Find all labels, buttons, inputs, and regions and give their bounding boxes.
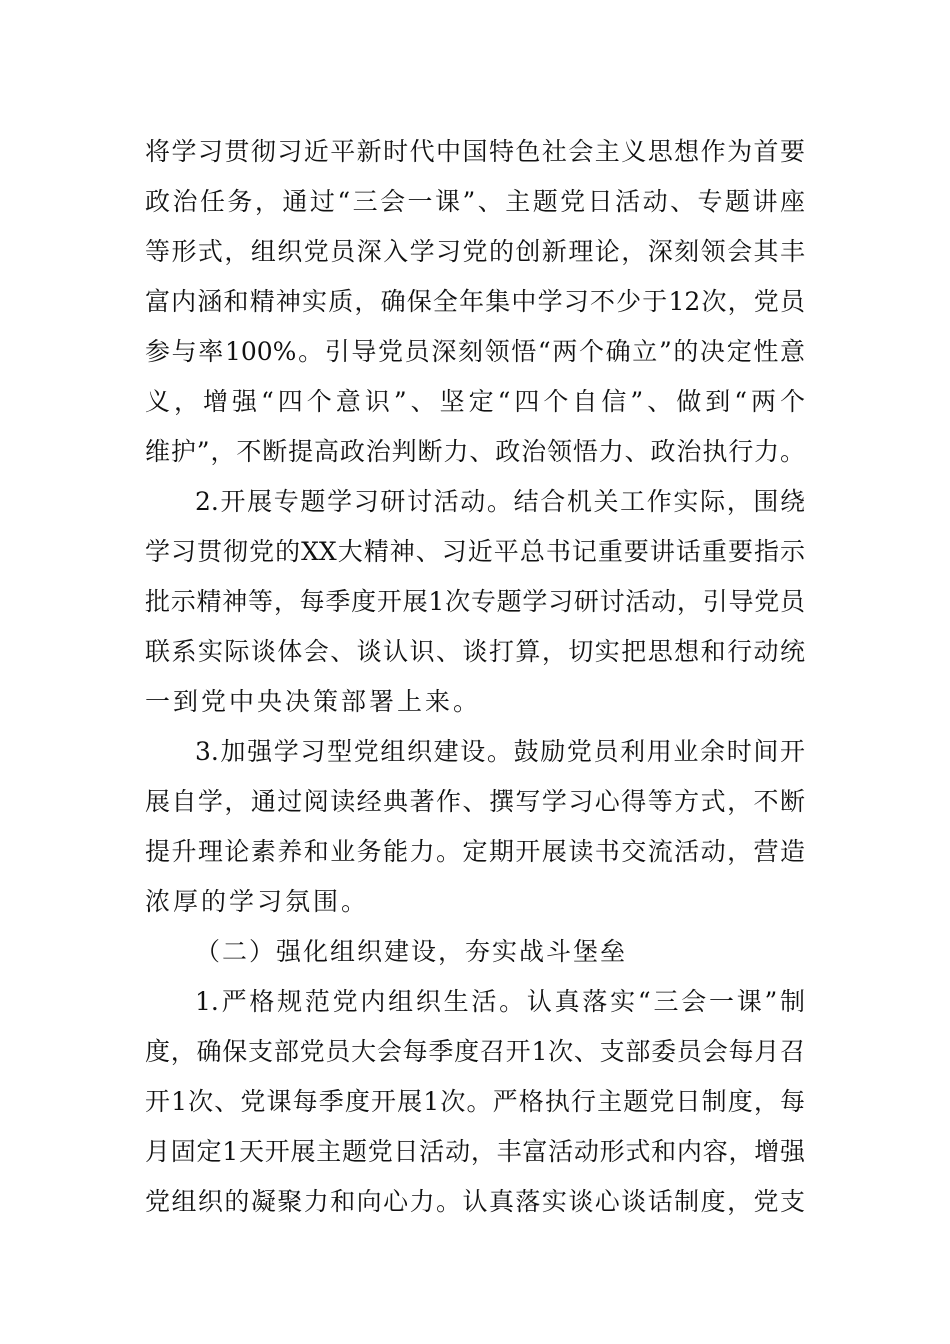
text-line: 学习贯彻党的XX大精神、习近平总书记重要讲话重要指示 bbox=[145, 537, 805, 566]
text-line: 提升理论素养和业务能力。定期开展读书交流活动，营造 bbox=[145, 837, 805, 866]
text-line: 维护”，不断提高政治判断力、政治领悟力、政治执行力。 bbox=[145, 437, 805, 466]
text-line: 开1次、党课每季度开展1次。严格执行主题党日制度，每 bbox=[145, 1087, 805, 1116]
paragraph-start-line: 1.严格规范党内组织生活。认真落实“三会一课”制 bbox=[195, 987, 805, 1016]
text-line: 富内涵和精神实质，确保全年集中学习不少于12次，党员 bbox=[145, 287, 805, 316]
paragraph-end-line: 浓厚的学习氛围。 bbox=[145, 887, 370, 916]
text-line: 将学习贯彻习近平新时代中国特色社会主义思想作为首要 bbox=[145, 137, 805, 166]
text-line: 联系实际谈体会、谈认识、谈打算，切实把思想和行动统 bbox=[145, 637, 805, 666]
paragraph-start-line: 2.开展专题学习研讨活动。结合机关工作实际，围绕 bbox=[195, 487, 805, 516]
text-line: 展自学，通过阅读经典著作、撰写学习心得等方式，不断 bbox=[145, 787, 805, 816]
paragraph-end-line: 一到党中央决策部署上来。 bbox=[145, 687, 482, 716]
text-line: 批示精神等，每季度开展1次专题学习研讨活动，引导党员 bbox=[145, 587, 805, 616]
text-line: 政治任务，通过“三会一课”、主题党日活动、专题讲座 bbox=[145, 187, 805, 216]
text-line: 义，增强“四个意识”、坚定“四个自信”、做到“两个 bbox=[145, 387, 805, 416]
text-line: 等形式，组织党员深入学习党的创新理论，深刻领会其丰 bbox=[145, 237, 805, 266]
paragraph-start-line: 3.加强学习型党组织建设。鼓励党员利用业余时间开 bbox=[195, 737, 805, 766]
text-line: 月固定1天开展主题党日活动，丰富活动形式和内容，增强 bbox=[145, 1137, 805, 1166]
section-heading: （二）强化组织建设，夯实战斗堡垒 bbox=[195, 937, 628, 966]
text-line: 参与率100%。引导党员深刻领悟“两个确立”的决定性意 bbox=[145, 337, 805, 366]
text-line: 党组织的凝聚力和向心力。认真落实谈心谈话制度，党支 bbox=[145, 1187, 805, 1216]
text-line: 度，确保支部党员大会每季度召开1次、支部委员会每月召 bbox=[145, 1037, 805, 1066]
